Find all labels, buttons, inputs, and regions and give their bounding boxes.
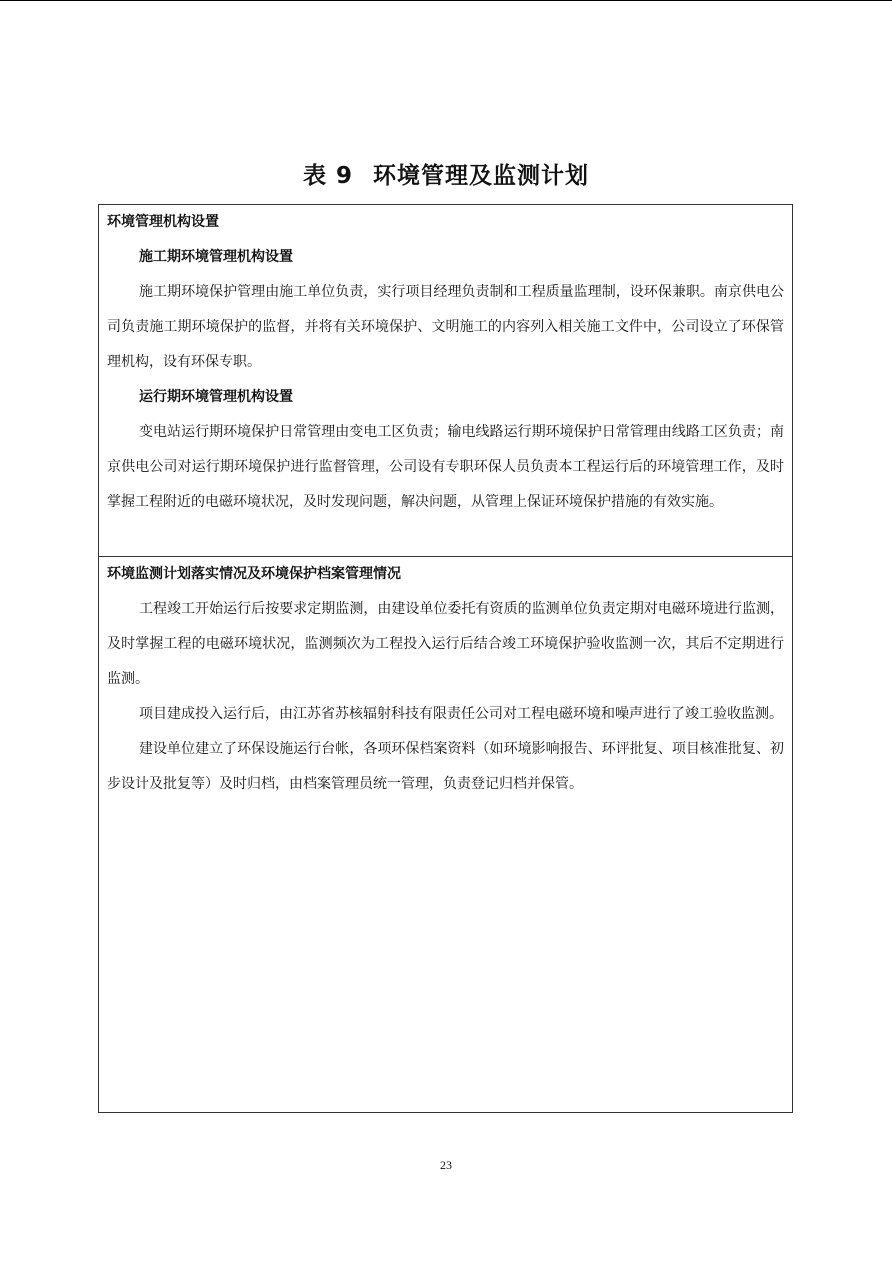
page-number: 23 — [440, 1158, 452, 1172]
paragraph-construction: 施工期环境保护管理由施工单位负责，实行项目经理负责制和工程质量监理制，设环保兼职。南京供电公司负责施工期环境保护的监督，并将有关环境保护、文明施工的内容列入相关施工文件中，公司设立了环保管理机构，设有环保专职。 — [107, 284, 784, 370]
page-title — [0, 158, 892, 194]
section-heading-monitoring: 环境监测计划落实情况及环境保护档案管理情况 — [107, 566, 401, 582]
paragraph-operation: 变电站运行期环境保护日常管理由变电工区负责；输电线路运行期环境保护日常管理由线路工区负责；南京供电公司对运行期环境保护进行监督管理，公司设有专职环保人员负责本工程运行后的环境管理工作，及时掌握工程附近的电磁环境状况，及时发现问题，解决问题，从管理上保证环境保护措施的有效实施。 — [107, 424, 784, 510]
table-title: 环境管理及监测计划 — [373, 163, 589, 189]
section-heading-management: 环境管理机构设置 — [107, 214, 219, 230]
paragraph-monitoring-3: 建设单位建立了环保设施运行台帐，各项环保档案资料（如环境影响报告、环评批复、项目核准批复、初步设计及批复等）及时归档，由档案管理员统一管理，负责登记归档并保管。 — [107, 741, 784, 792]
content-table — [98, 204, 793, 1113]
subheading-operation: 运行期环境管理机构设置 — [139, 389, 293, 405]
top-border-line — [0, 0, 892, 1]
paragraph-monitoring-2: 项目建成投入运行后，由江苏省苏核辐射科技有限责任公司对工程电磁环境和噪声进行了竣工验收监测。 — [139, 706, 783, 722]
table-number: 表 9 — [302, 163, 353, 189]
monitoring-plan-section — [99, 557, 792, 1112]
paragraph-monitoring-1: 工程竣工开始运行后按要求定期监测，由建设单位委托有资质的监测单位负责定期对电磁环境进行监测，及时掌握工程的电磁环境状况，监测频次为工程投入运行后结合竣工环境保护验收监测一次，其后不定期进行监测。 — [107, 601, 784, 687]
subheading-construction: 施工期环境管理机构设置 — [139, 249, 293, 265]
management-organization-section — [99, 205, 792, 557]
